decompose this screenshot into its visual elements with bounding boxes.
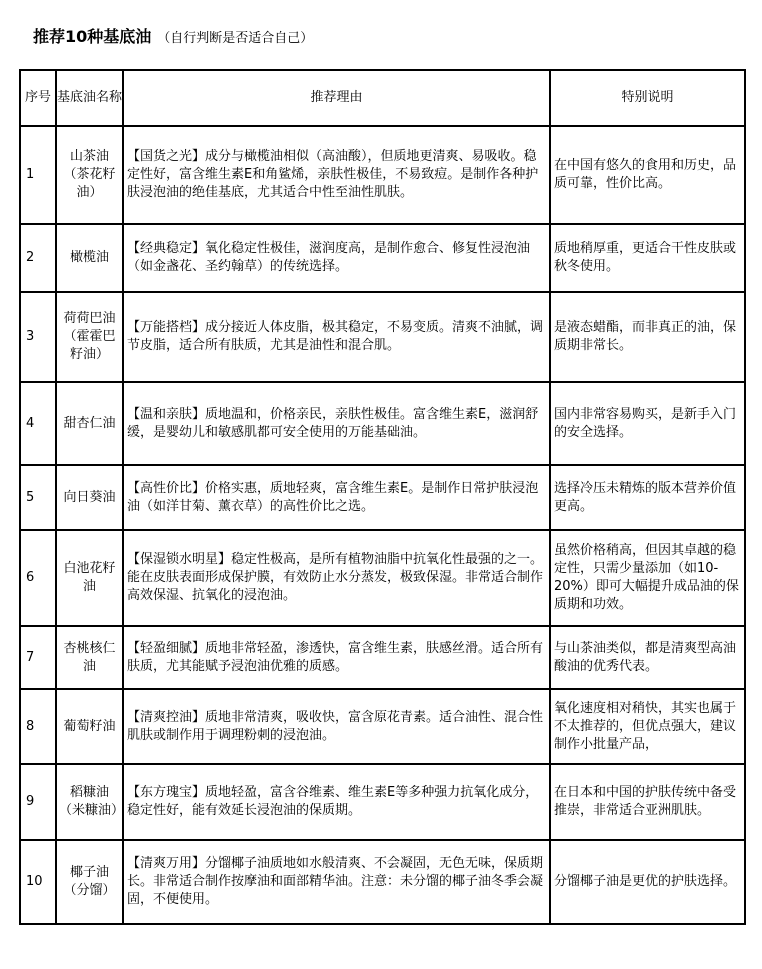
- cell-note: 与山茶油类似，都是清爽型高油酸油的优秀代表。: [550, 626, 745, 689]
- cell-reason: 【保湿锁水明星】稳定性极高，是所有植物油脂中抗氧化性最强的之一。能在皮肤表面形成保护膜，有效防止水分蒸发，极致保湿。非常适合制作高效保湿、抗氧化的浸泡油。: [123, 530, 550, 626]
- header-no: 序号: [20, 70, 56, 126]
- cell-no: 6: [20, 530, 56, 626]
- page-subtitle: （自行判断是否适合自己）: [157, 31, 314, 46]
- cell-name: 荷荷巴油（霍霍巴籽油）: [56, 292, 123, 382]
- cell-name: 椰子油（分馏）: [56, 840, 123, 924]
- oil-table: [19, 69, 746, 925]
- header-reason: 推荐理由: [123, 70, 550, 126]
- cell-no: 8: [20, 689, 56, 764]
- cell-reason: 【经典稳定】氧化稳定性极佳，滋润度高，是制作愈合、修复性浸泡油（如金盏花、圣约翰草）的传统选择。: [123, 224, 550, 292]
- cell-no: 7: [20, 626, 56, 689]
- cell-name: 山茶油（茶花籽油）: [56, 126, 123, 224]
- cell-reason: 【万能搭档】成分接近人体皮脂，极其稳定，不易变质。清爽不油腻，调节皮脂，适合所有肤质，尤其是油性和混合肌。: [123, 292, 550, 382]
- cell-no: 10: [20, 840, 56, 924]
- cell-no: 2: [20, 224, 56, 292]
- page-title: 推荐10种基底油: [33, 27, 152, 46]
- cell-no: 3: [20, 292, 56, 382]
- cell-no: 9: [20, 764, 56, 840]
- cell-reason: 【轻盈细腻】质地非常轻盈，渗透快，富含维生素，肤感丝滑。适合所有肤质，尤其能赋予浸泡油优雅的质感。: [123, 626, 550, 689]
- cell-no: 4: [20, 382, 56, 465]
- cell-note: 虽然价格稍高，但因其卓越的稳定性，只需少量添加（如10-20%）即可大幅提升成品油的保质期和功效。: [550, 530, 745, 626]
- cell-name: 白池花籽油: [56, 530, 123, 626]
- cell-note: 在中国有悠久的食用和历史，品质可靠，性价比高。: [550, 126, 745, 224]
- table-row: [20, 382, 745, 465]
- page-heading: [33, 24, 313, 47]
- cell-name: 向日葵油: [56, 465, 123, 530]
- cell-name: 葡萄籽油: [56, 689, 123, 764]
- cell-note: 是液态蜡酯，而非真正的油，保质期非常长。: [550, 292, 745, 382]
- table-row: [20, 689, 745, 764]
- cell-reason: 【高性价比】价格实惠，质地轻爽，富含维生素E。是制作日常护肤浸泡油（如洋甘菊、薰衣草）的高性价比之选。: [123, 465, 550, 530]
- header-note: 特别说明: [550, 70, 745, 126]
- cell-no: 1: [20, 126, 56, 224]
- cell-name: 杏桃核仁油: [56, 626, 123, 689]
- table-row: [20, 764, 745, 840]
- cell-no: 5: [20, 465, 56, 530]
- cell-reason: 【温和亲肤】质地温和，价格亲民，亲肤性极佳。富含维生素E，滋润舒缓，是婴幼儿和敏感肌都可安全使用的万能基础油。: [123, 382, 550, 465]
- cell-note: 在日本和中国的护肤传统中备受推崇，非常适合亚洲肌肤。: [550, 764, 745, 840]
- cell-reason: 【清爽控油】质地非常清爽，吸收快，富含原花青素。适合油性、混合性肌肤或制作用于调理粉刺的浸泡油。: [123, 689, 550, 764]
- table-row: [20, 292, 745, 382]
- table-header-row: [20, 70, 745, 126]
- cell-name: 稻糠油（米糠油）: [56, 764, 123, 840]
- table-row: [20, 224, 745, 292]
- cell-note: 国内非常容易购买，是新手入门的安全选择。: [550, 382, 745, 465]
- header-name: 基底油名称: [56, 70, 123, 126]
- cell-reason: 【清爽万用】分馏椰子油质地如水般清爽、不会凝固，无色无味，保质期长。非常适合制作按摩油和面部精华油。注意：未分馏的椰子油冬季会凝固，不便使用。: [123, 840, 550, 924]
- cell-reason: 【东方瑰宝】质地轻盈，富含谷维素、维生素E等多种强力抗氧化成分，稳定性好，能有效延长浸泡油的保质期。: [123, 764, 550, 840]
- cell-note: 选择冷压未精炼的版本营养价值更高。: [550, 465, 745, 530]
- cell-name: 甜杏仁油: [56, 382, 123, 465]
- table-row: [20, 126, 745, 224]
- table-row: [20, 465, 745, 530]
- cell-note: 分馏椰子油是更优的护肤选择。: [550, 840, 745, 924]
- table-row: [20, 626, 745, 689]
- table-row: [20, 530, 745, 626]
- cell-note: 氧化速度相对稍快，其实也属于不太推荐的，但优点强大，建议制作小批量产品，: [550, 689, 745, 764]
- cell-name: 橄榄油: [56, 224, 123, 292]
- cell-reason: 【国货之光】成分与橄榄油相似（高油酸），但质地更清爽、易吸收。稳定性好，富含维生素E和角鲨烯，亲肤性极佳，不易致痘。是制作各种护肤浸泡油的绝佳基底，尤其适合中性至油性肌肤。: [123, 126, 550, 224]
- table-row: [20, 840, 745, 924]
- cell-note: 质地稍厚重，更适合干性皮肤或秋冬使用。: [550, 224, 745, 292]
